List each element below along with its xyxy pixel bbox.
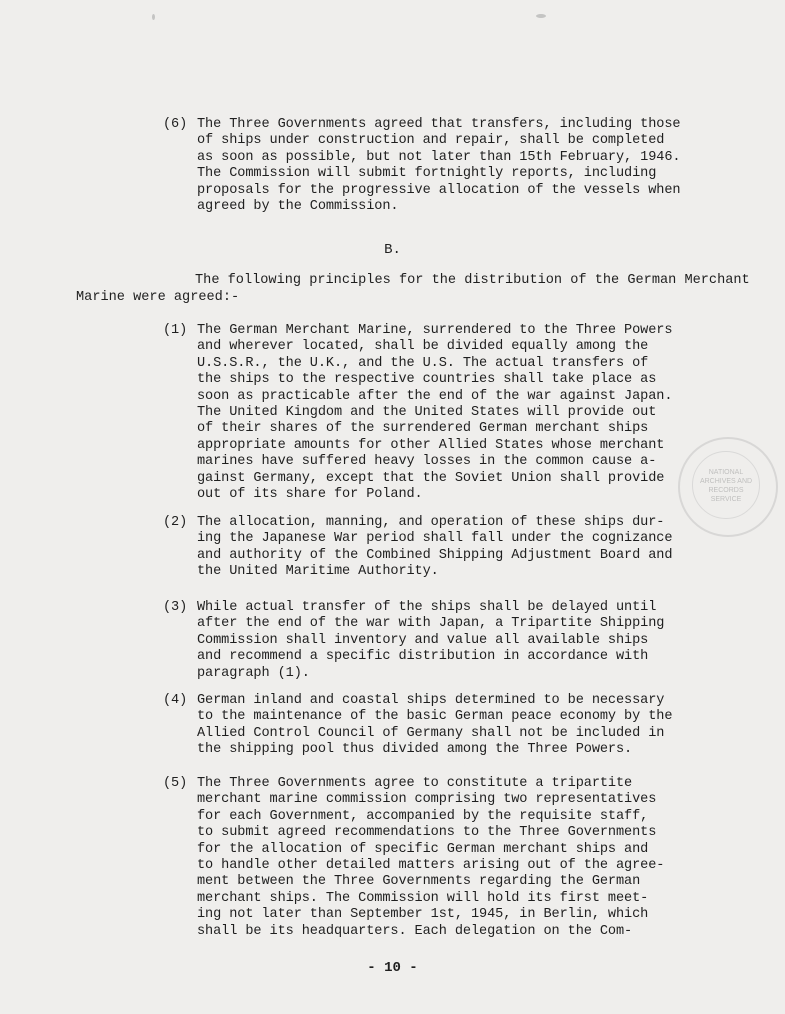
stamp-line: SERVICE — [710, 496, 742, 503]
paragraph-number: (4) — [163, 693, 188, 708]
text-line: paragraph (1). — [197, 665, 310, 681]
text-line: for each Government, accompanied by the requisite staff, — [197, 808, 649, 824]
text-line: to the maintenance of the basic German peace economy by the — [197, 709, 673, 725]
text-line: to submit agreed recommendations to the Three Governments — [197, 825, 657, 841]
text-line: The German Merchant Marine, surrendered to the Three Powers — [197, 323, 673, 338]
text-line: and recommend a specific distribution in accordance with — [197, 649, 649, 665]
paragraph-1 — [163, 323, 673, 503]
paragraph-number: (2) — [163, 515, 188, 530]
text-line: The allocation, manning, and operation of these ships dur- — [197, 515, 665, 530]
paragraph-4 — [163, 693, 673, 759]
text-line: gainst Germany, except that the Soviet Union shall provide — [197, 470, 665, 486]
text-line: appropriate amounts for other Allied States whose merchant — [197, 437, 665, 453]
text-line: ment between the Three Governments regarding the German — [197, 874, 641, 890]
text-line: of their shares of the surrendered German merchant ships — [197, 421, 649, 437]
text-line: U.S.S.R., the U.K., and the U.S. The actual transfers of — [197, 355, 649, 371]
paragraph-number: (5) — [163, 776, 188, 791]
text-line: shall be its headquarters. Each delegation on the Com- — [197, 923, 633, 939]
intro-line-2: Marine were agreed:- — [76, 290, 240, 305]
paragraph-number: (1) — [163, 323, 188, 338]
paragraph-3 — [163, 600, 665, 682]
text-line: the ships to the respective countries shall take place as — [197, 372, 657, 388]
text-line: Commission shall inventory and value all available ships — [197, 632, 649, 648]
paragraph-number: (6) — [163, 117, 188, 132]
smudge-mark — [536, 14, 546, 18]
text-line: as soon as possible, but not later than 15th February, 1946. — [197, 149, 681, 165]
text-line: after the end of the war with Japan, a Tripartite Shipping — [197, 616, 665, 632]
text-line: ing not later than September 1st, 1945, in Berlin, which — [197, 907, 649, 923]
smudge-mark — [152, 14, 155, 20]
text-line: out of its share for Poland. — [197, 487, 423, 503]
text-line: The Three Governments agreed that transfers, including those — [197, 117, 681, 132]
text-line: for the allocation of specific German merchant ships and — [197, 841, 649, 857]
text-line: soon as practicable after the end of the war against Japan. — [197, 388, 673, 404]
text-line: ing the Japanese War period shall fall under the cognizance — [197, 531, 673, 547]
text-line: Allied Control Council of Germany shall not be included in — [197, 725, 665, 741]
text-line: The United Kingdom and the United States will provide out — [197, 405, 657, 421]
paragraph-6 — [163, 117, 681, 215]
text-line: and authority of the Combined Shipping Adjustment Board and — [197, 547, 673, 563]
text-line: The Commission will submit fortnightly reports, including — [197, 166, 657, 182]
text-line: agreed by the Commission. — [197, 199, 399, 215]
paragraph-2 — [163, 515, 673, 581]
text-line: the shipping pool thus divided among the Three Powers. — [197, 742, 633, 758]
text-line: the United Maritime Authority. — [197, 564, 439, 580]
page-number: - 10 - — [367, 960, 418, 976]
text-line: The Three Governments agree to constitute a tripartite — [197, 776, 633, 791]
text-line: While actual transfer of the ships shall be delayed until — [197, 600, 657, 615]
stamp-line: ARCHIVES AND — [699, 478, 753, 485]
archive-stamp — [692, 451, 760, 519]
text-line: to handle other detailed matters arising out of the agree- — [197, 858, 665, 874]
text-line: proposals for the progressive allocation of the vessels when — [197, 182, 681, 198]
stamp-line: NATIONAL — [708, 469, 744, 476]
text-line: merchant marine commission comprising two representatives — [197, 792, 657, 808]
text-line: German inland and coastal ships determined to be necessary — [197, 693, 665, 708]
text-line: marines have suffered heavy losses in the common cause a- — [197, 454, 657, 470]
text-line: merchant ships. The Commission will hold its first meet- — [197, 890, 649, 906]
section-heading: B. — [384, 242, 401, 258]
text-line: of ships under construction and repair, shall be completed — [197, 133, 665, 149]
intro-line-1: The following principles for the distribution of the German Merchant — [195, 273, 750, 288]
stamp-line: RECORDS — [708, 487, 744, 494]
text-line: and wherever located, shall be divided equally among the — [197, 339, 649, 355]
paragraph-number: (3) — [163, 600, 188, 615]
paragraph-5 — [163, 776, 665, 940]
